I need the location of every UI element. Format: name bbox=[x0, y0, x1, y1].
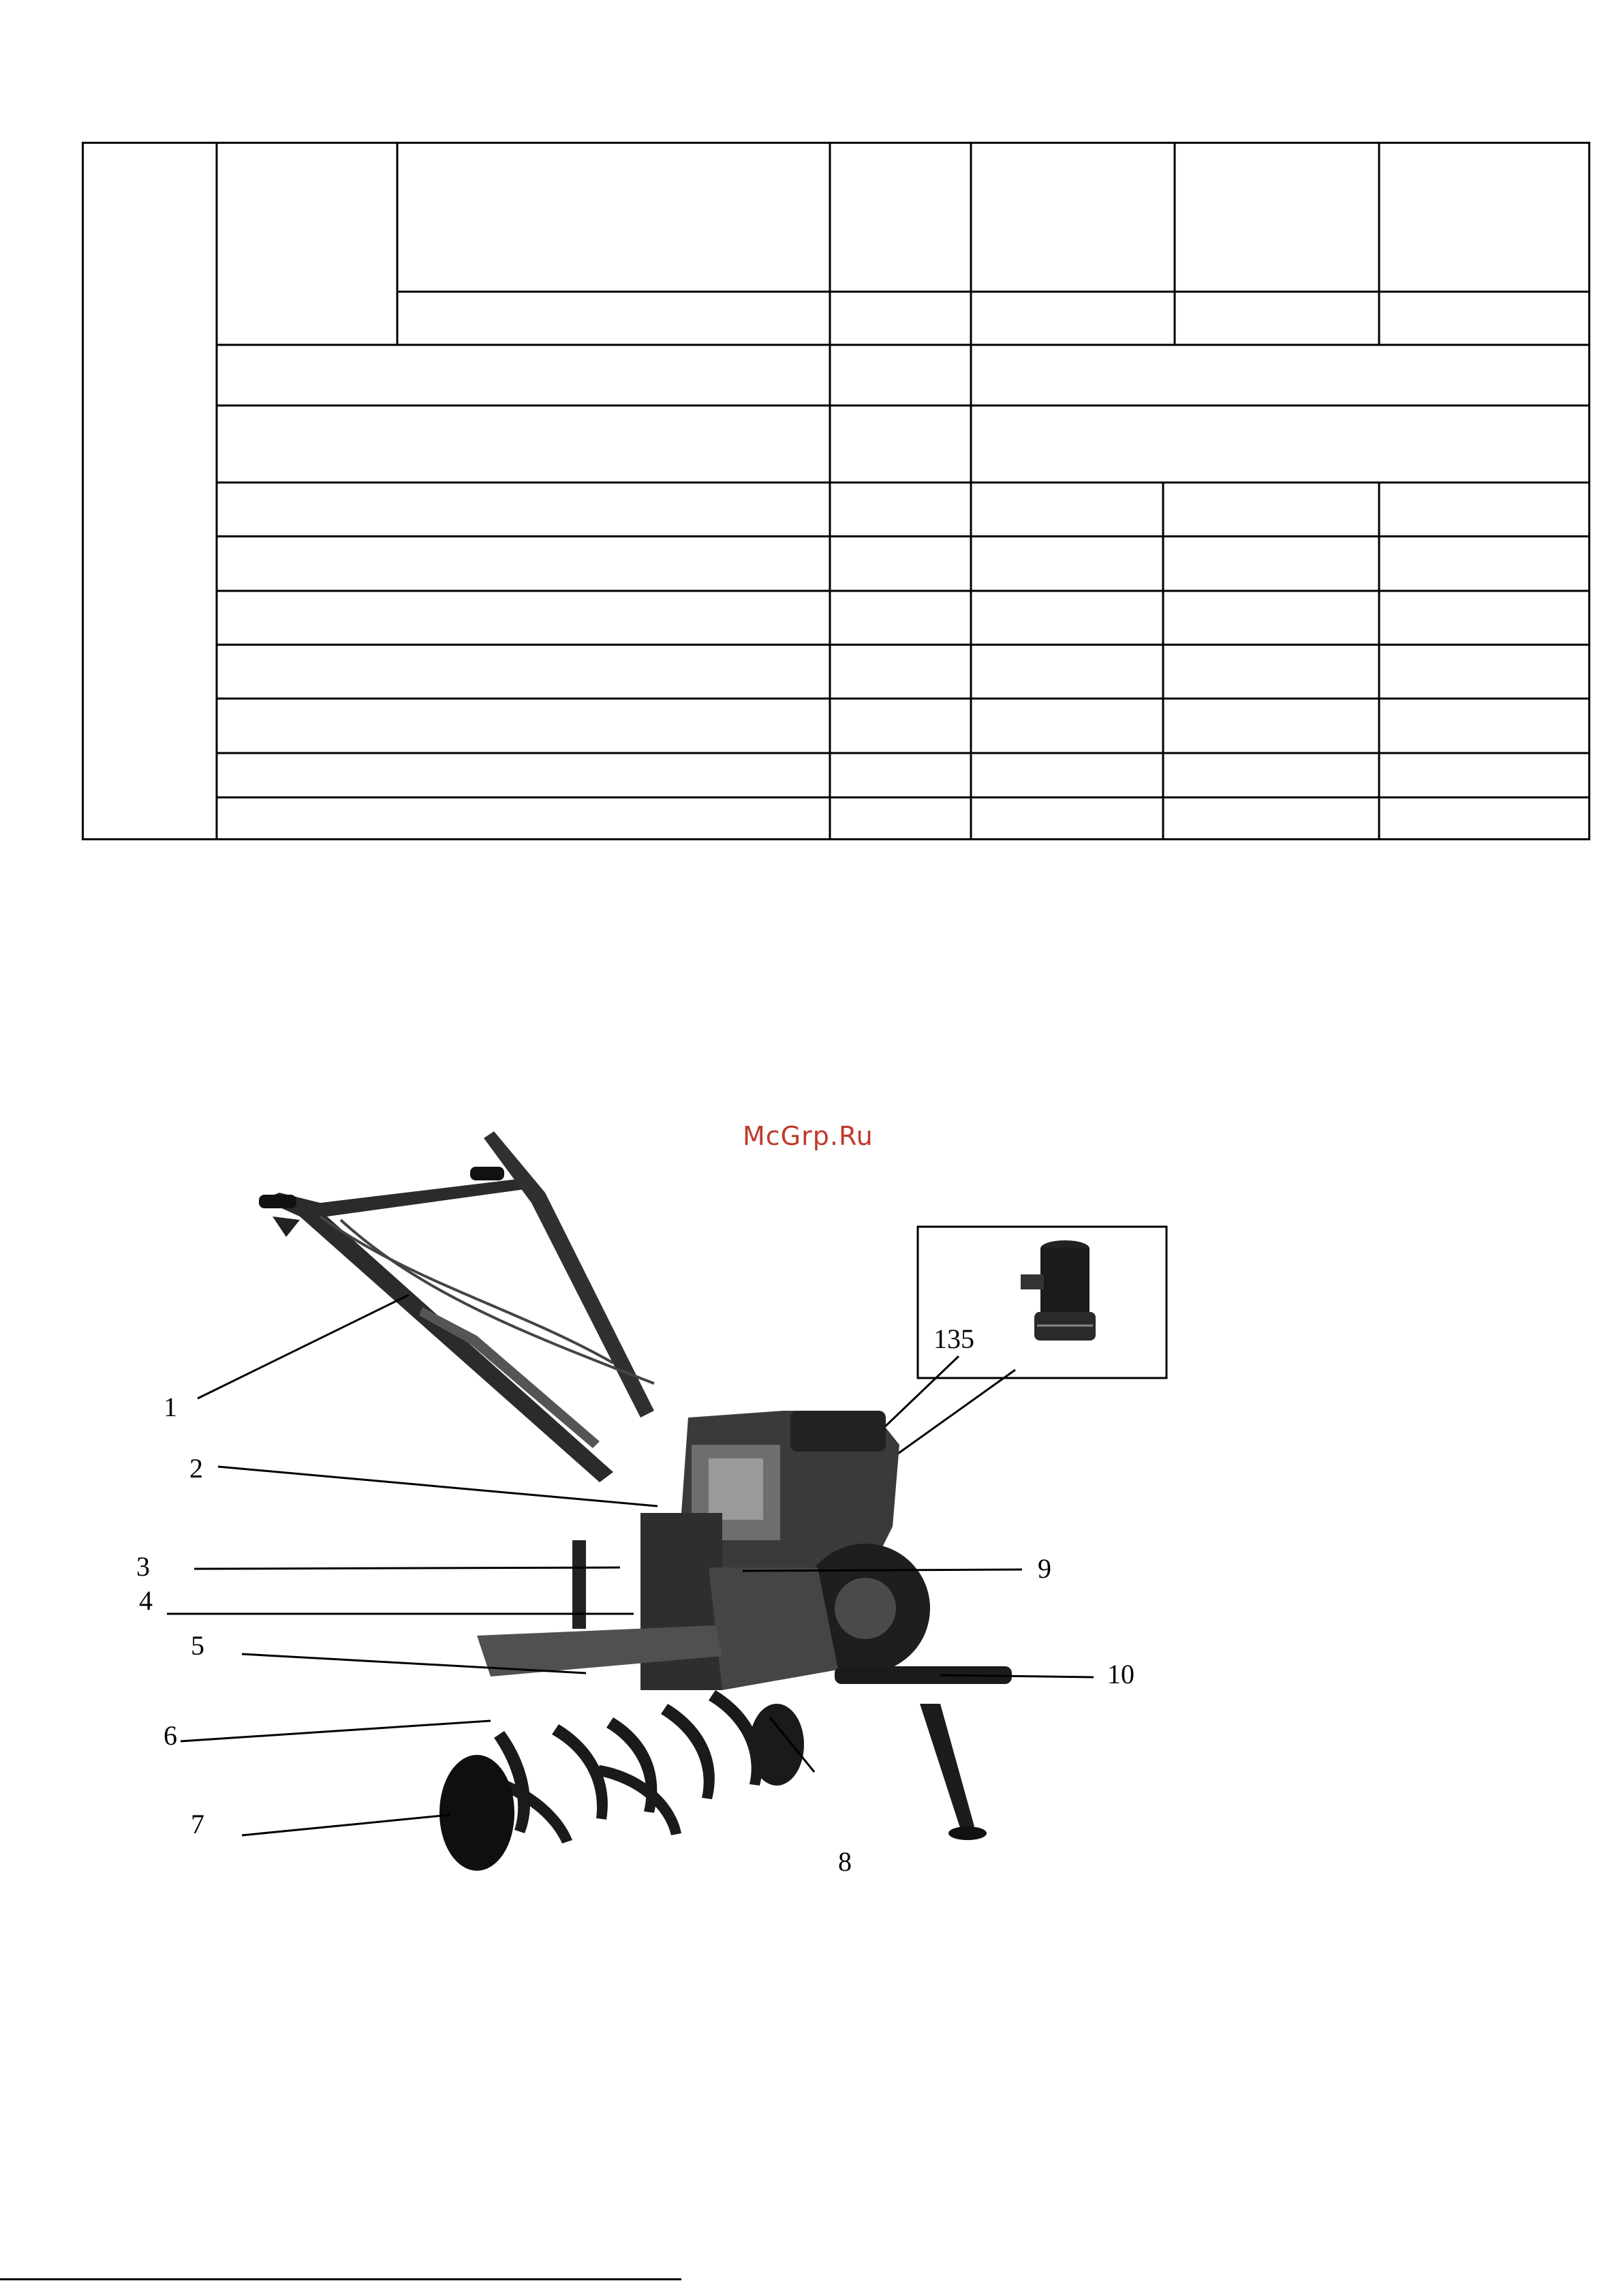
footer-rule bbox=[0, 2278, 681, 2280]
callout-3: 3 bbox=[136, 1551, 150, 1582]
watermark: McGrp.Ru bbox=[743, 1121, 874, 1151]
callout-2: 2 bbox=[189, 1453, 203, 1484]
callout-5: 5 bbox=[191, 1630, 204, 1661]
callout-7: 7 bbox=[191, 1809, 204, 1839]
cultivator-figure bbox=[0, 1090, 1623, 1976]
callout-10: 10 bbox=[1107, 1659, 1134, 1689]
cultivator-illustration bbox=[259, 1131, 1012, 1871]
air-filter-inset bbox=[852, 1227, 1166, 1472]
callout-8: 8 bbox=[838, 1846, 852, 1877]
specification-table bbox=[82, 142, 1590, 840]
inset-label: 135 bbox=[933, 1323, 974, 1354]
callout-6: 6 bbox=[164, 1720, 177, 1751]
callout-9: 9 bbox=[1038, 1553, 1051, 1584]
callout-1: 1 bbox=[164, 1392, 177, 1422]
callout-4: 4 bbox=[139, 1585, 153, 1616]
